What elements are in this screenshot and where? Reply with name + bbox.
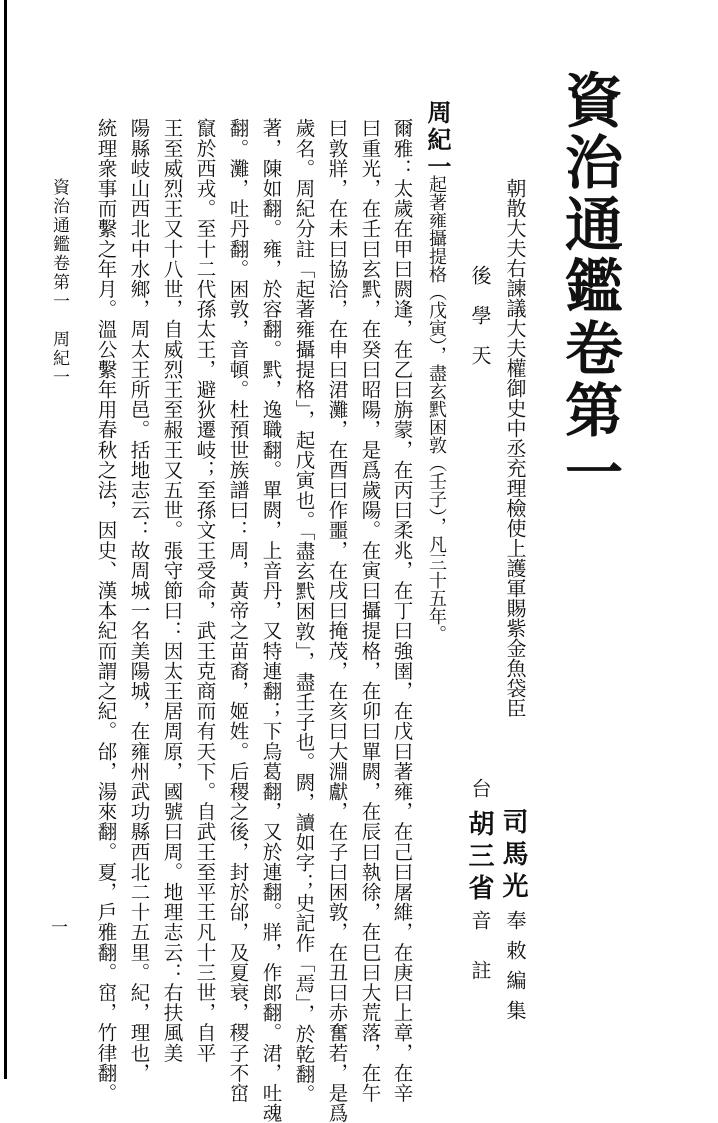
author-role: 奉敕編集	[503, 910, 527, 1030]
page-left-border	[4, 0, 7, 1079]
author-title-line: 朝散大夫右諫議大夫權御史中丞充理檢使上護軍賜紫金魚袋臣	[503, 178, 527, 718]
annotator-title-line: 後 學 天	[468, 265, 492, 365]
text-column: 翻。灘，吐丹翻。困敦，音頓。杜預世族譜曰：周，黃帝之苗裔，姬姓。后稷之後，封於邰，及夏衰，稷子不窋	[226, 118, 250, 1103]
annotator-role: 音註	[468, 910, 492, 1010]
text-column: 著，陳如翻。雍，於容翻。黓，逸職翻。單閼，上音丹，又特連翻；下烏葛翻，又於連翻。牂，作郎翻。涒，吐魂	[259, 118, 283, 1123]
page-footer: 資治通鑑卷第一 周紀一	[49, 178, 69, 387]
book-title: 資治通鑑卷第一	[555, 70, 623, 504]
text-column: 竄於西戎。至十二代孫太王，避狄遷岐；至孫文王受命，武王克商而有天下。自武王至平王凡十三世，自平	[193, 118, 217, 1063]
text-column: 曰重光，在壬曰玄黓，在癸曰昭陽，是爲歲陽。在寅曰攝提格，在卯曰單閼，在辰曰執徐，在巳曰大荒落，在午	[358, 118, 382, 1103]
text-column: 陽縣岐山西北中水鄉，周太王所邑。括地志云：故周城一名美陽城，在雍州武功縣西北二十五里。紀，理也，	[127, 118, 151, 1083]
section-range: 起著雍攝提格（戊寅），盡玄黓困敦（壬子），凡三十五年。	[426, 175, 447, 643]
page-number: 一	[47, 918, 67, 935]
annotator-place: 台	[468, 778, 492, 798]
text-column: 爾雅：太歲在甲曰閼逢，在乙曰旃蒙，在丙曰柔兆，在丁曰強圉，在戊曰著雍，在己曰屠維，在庚曰上章，在辛	[390, 118, 414, 1103]
author-name: 司馬光	[498, 808, 528, 904]
annotator-name: 胡三省	[464, 810, 494, 906]
section-title: 周紀一	[423, 100, 452, 181]
text-column: 曰敦牂，在未曰協洽，在申曰涒灘，在酉曰作噩，在戌曰掩茂，在亥曰大淵獻，在子曰困敦，在丑曰赤奮若，是爲	[325, 118, 349, 1123]
text-column: 統理衆事而繫之年月。溫公繫年用春秋之法，因史、漢本紀而謂之紀。邰，湯來翻。夏，戶雅翻。窋，竹律翻。	[94, 118, 118, 1103]
text-column: 歲名。周紀分註「起著雍攝提格」，起戊寅也。「盡玄黓困敦」，盡壬子也。閼，讀如字；史記作「焉」，於乾翻。	[292, 118, 316, 1105]
text-column: 王至威烈王又十八世，自威烈王至赧王又五世。張守節曰：因太王居周原，國號曰周。地理志云：右扶風美	[160, 118, 184, 1063]
